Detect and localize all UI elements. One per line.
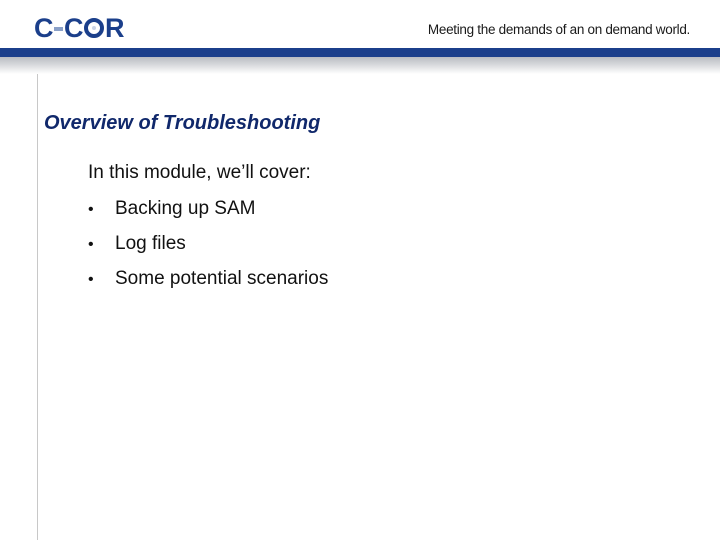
tagline: Meeting the demands of an on demand world. bbox=[427, 22, 690, 37]
bullet-text: Backing up SAM bbox=[115, 198, 256, 219]
bullet-list bbox=[88, 198, 328, 303]
header-rule bbox=[0, 48, 720, 57]
bullet-icon: • bbox=[88, 271, 94, 288]
left-vertical-rule bbox=[37, 74, 38, 540]
bullet-icon: • bbox=[88, 201, 94, 218]
bullet-text: Log files bbox=[115, 233, 186, 254]
bullet-item bbox=[88, 198, 328, 233]
slide-title: Overview of Troubleshooting bbox=[44, 112, 321, 134]
bullet-icon: • bbox=[88, 236, 94, 253]
bullet-item bbox=[88, 233, 328, 268]
bullet-item bbox=[88, 268, 328, 303]
bullet-text: Some potential scenarios bbox=[115, 268, 329, 289]
header-gradient-band bbox=[0, 57, 720, 74]
intro-text: In this module, we’ll cover: bbox=[88, 162, 311, 183]
c-cor-logo: C C R bbox=[34, 13, 124, 43]
